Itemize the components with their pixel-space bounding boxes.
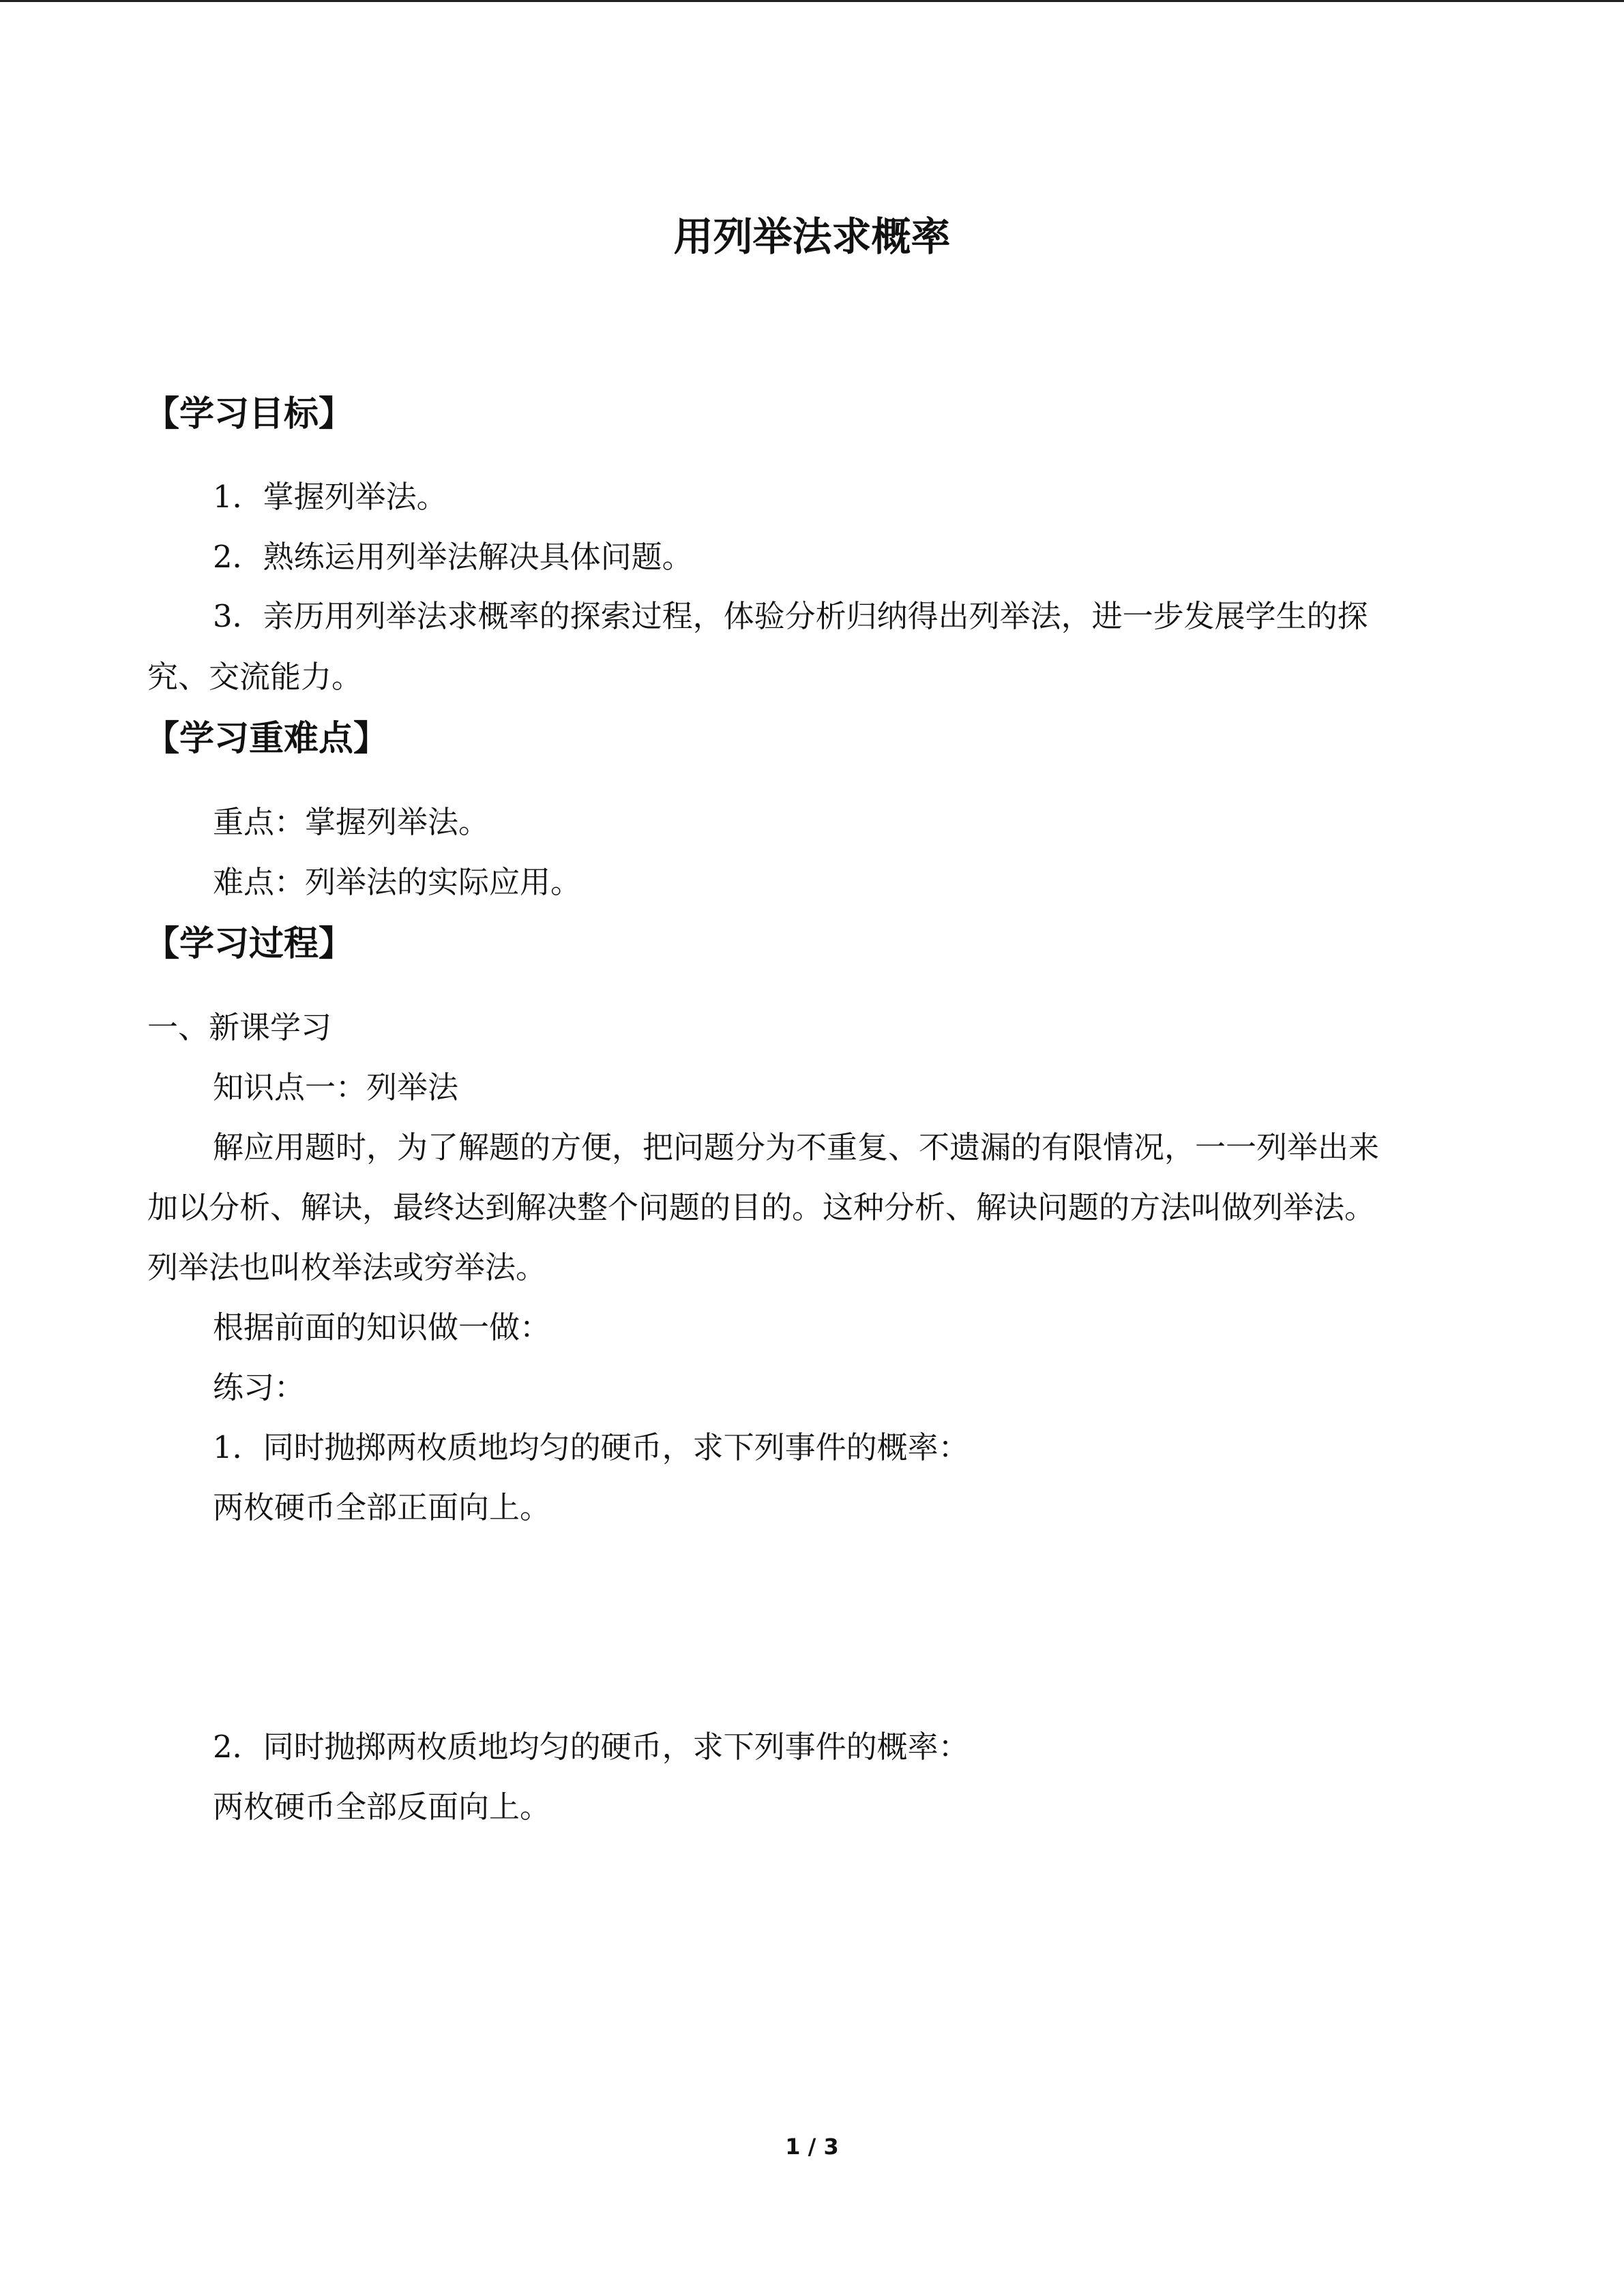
definition-paragraph-line-3: 列举法也叫枚举法或穷举法。 [147, 1249, 547, 1285]
definition-paragraph-line-1: 解应用题时，为了解题的方便，把问题分为不重复、不遗漏的有限情况，一一列举出来 [213, 1129, 1380, 1165]
exercise-2-event: 两枚硬币全部反面向上。 [213, 1789, 551, 1825]
top-border-line [0, 0, 1624, 2]
practice-prompt: 根据前面的知识做一做： [213, 1309, 551, 1345]
page-number: 1 / 3 [785, 2134, 839, 2160]
definition-paragraph-line-2: 加以分析、解诀，最终达到解决整个问题的目的。这种分析、解诀问题的方法叫做列举法。 [147, 1189, 1376, 1225]
objective-item-3-continued: 究、交流能力。 [147, 659, 363, 695]
exercise-1-event: 两枚硬币全部正面向上。 [213, 1489, 551, 1525]
heading-process: 【学习过程】 [145, 924, 354, 964]
objective-item-2: 2．熟练运用列举法解决具体问题。 [213, 539, 693, 575]
heading-objectives: 【学习目标】 [145, 394, 354, 434]
knowledge-point-label: 知识点一：列举法 [213, 1069, 459, 1105]
exercise-2-question: 2．同时抛掷两枚质地均匀的硬币，求下列事件的概率： [213, 1729, 969, 1765]
objective-item-3: 3．亲历用列举法求概率的探索过程，体验分析归纳得出列举法，进一步发展学生的探 [213, 598, 1368, 634]
key-point-focus: 重点：掌握列举法。 [213, 804, 490, 840]
exercise-label: 练习： [213, 1369, 306, 1405]
heading-key-points: 【学习重难点】 [145, 719, 389, 759]
section-new-lesson: 一、新课学习 [147, 1009, 332, 1045]
exercise-1-question: 1．同时抛掷两枚质地均匀的硬币，求下列事件的概率： [213, 1429, 969, 1465]
key-point-difficulty: 难点：列举法的实际应用。 [213, 864, 582, 900]
document-title: 用列举法求概率 [673, 213, 951, 260]
objective-item-1: 1．掌握列举法。 [213, 479, 447, 515]
